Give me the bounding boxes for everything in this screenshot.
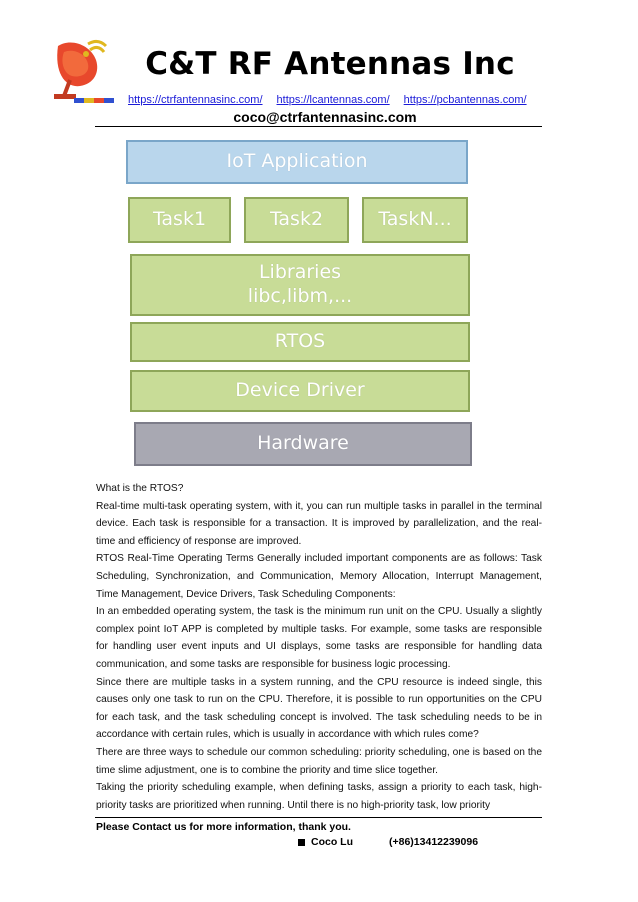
paragraph: Real-time multi-task operating system, with it, you can run multiple tasks in parallel in the terminal device. Each task is responsible for a transaction. It is improved by parallelization, and the real-time and efficiency of response are improved. [96, 500, 542, 547]
company-name: C&T RF Antennas Inc [145, 46, 515, 82]
paragraph-heading: What is the RTOS? [96, 483, 184, 494]
link-pcbantennas[interactable]: https://pcbantennas.com/ [403, 94, 527, 106]
block-libraries-label: Libraries [258, 261, 342, 284]
header-divider [95, 126, 542, 127]
contact-person [298, 836, 478, 848]
square-bullet-icon [298, 839, 305, 846]
paragraph: In an embedded operating system, the task is the minimum run unit on the CPU. Usually a slightly complex point IoT APP is completed by multiple tasks. For example, some tasks are responsible for handling user event inputs and UI displays, some tasks are responsible for handling data communication, and some tasks are responsible for business logic processing. [96, 606, 542, 670]
company-logo [50, 34, 120, 108]
link-lcantennas[interactable]: https://lcantennas.com/ [276, 94, 390, 106]
block-taskn [362, 197, 468, 243]
block-libraries-detail: libc,libm,... [247, 285, 353, 307]
contact-prompt: Please Contact us for more information, thank you. [96, 821, 351, 833]
paragraph: RTOS Real-Time Operating Terms Generally included important components are as follows: Task Scheduling, Synchronization, and Communication, Memory Allocation, Interrupt Management, Time Management, Device Drivers, Task Scheduling Components: [96, 553, 542, 600]
rtos-architecture-diagram [120, 136, 480, 470]
link-ctrfantennasinc[interactable]: https://ctrfantennasinc.com/ [128, 94, 263, 106]
block-iot-application-label: IoT Application [226, 150, 368, 173]
footer-divider [95, 817, 542, 818]
block-libraries [130, 254, 470, 316]
block-device-driver-label: Device Driver [235, 379, 365, 402]
block-iot-application [126, 140, 468, 184]
paragraph: Since there are multiple tasks in a system running, and the CPU resource is indeed single, this causes only one task to run on the CPU. Therefore, it is possible to run opportunities on the CPU for each task, and the task scheduling concept is involved. The task scheduling needs to be in accordance with certain rules, which is usually in accordance with which rules come? [96, 676, 542, 741]
block-task1 [128, 197, 231, 243]
block-device-driver [130, 370, 470, 412]
header-links [128, 94, 538, 106]
block-taskn-label: TaskN... [378, 208, 452, 231]
paragraph: There are three ways to schedule our common scheduling: priority scheduling, one is based on the time slime adjustment, one is to combine the priority and time slice together. [96, 746, 542, 776]
paragraph: Taking the priority scheduling example, when defining tasks, assign a priority to each task, high-priority tasks are prioritized when running. Until there is no high-priority task, low priority [96, 782, 542, 811]
block-task1-label: Task1 [152, 208, 207, 231]
contact-phone: (+86)13412239096 [389, 836, 479, 848]
article-body [96, 480, 542, 814]
block-task2 [244, 197, 349, 243]
block-hardware-label: Hardware [257, 432, 349, 455]
block-rtos-label: RTOS [274, 330, 326, 353]
block-hardware [134, 422, 472, 466]
contact-name: Coco Lu [311, 836, 353, 848]
block-task2-label: Task2 [269, 208, 324, 231]
contact-email: coco@ctrfantennasinc.com [233, 109, 417, 125]
block-rtos [130, 322, 470, 362]
